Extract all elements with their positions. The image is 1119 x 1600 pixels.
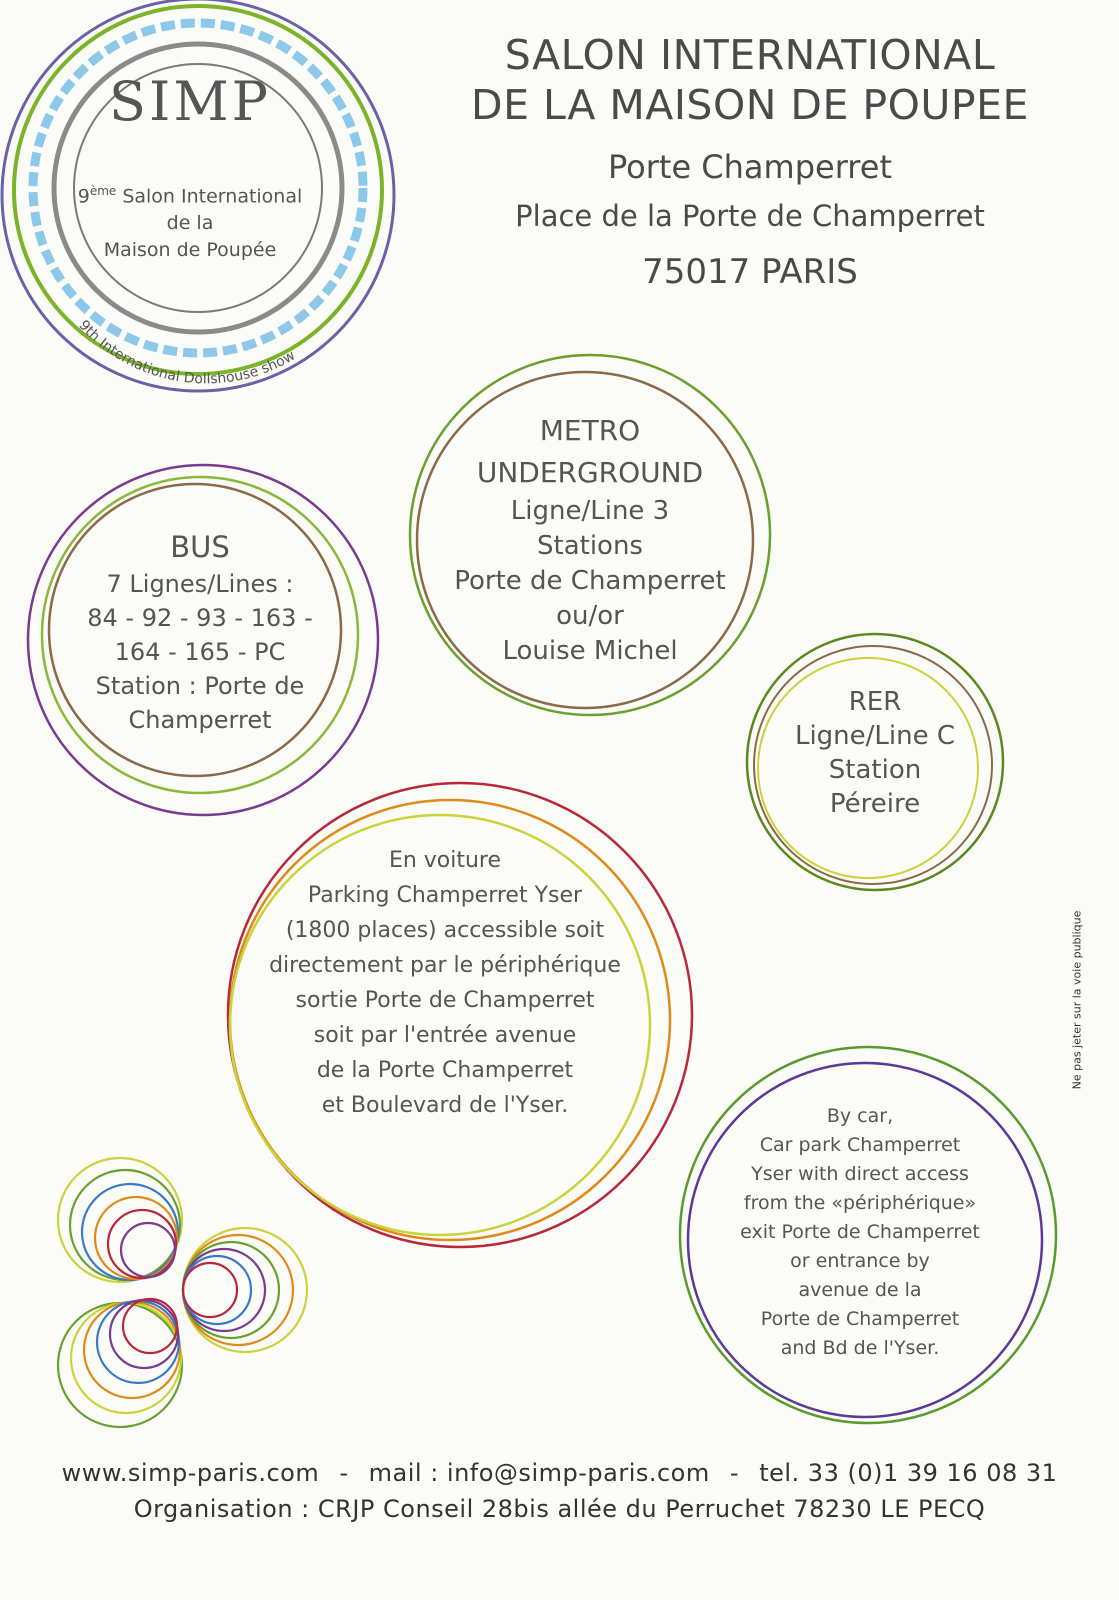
car-fr-l3: (1800 places) accessible soit xyxy=(285,918,605,943)
rer-line: Ligne/Line C xyxy=(794,721,956,751)
car-en-l7: avenue de la xyxy=(798,1279,922,1301)
bus-title: BUS xyxy=(170,530,230,564)
city: 75017 PARIS xyxy=(642,252,858,292)
flower-circles xyxy=(58,1158,307,1427)
title-line2: DE LA MAISON DE POUPEE xyxy=(471,81,1029,129)
metro-info xyxy=(420,410,760,669)
car-fr-l2: Parking Champerret Yser xyxy=(307,883,583,908)
car-fr-l1: En voiture xyxy=(388,848,502,873)
car-en-l3: Yser with direct access xyxy=(751,1163,969,1185)
car-fr-l7: de la Porte Champerret xyxy=(316,1058,574,1083)
logo-ring-text: 9th International Dollshouse show xyxy=(75,317,299,388)
place: Place de la Porte de Champerret xyxy=(515,199,985,233)
logo-sub-sup: ème xyxy=(89,184,117,198)
rer-station: Péreire xyxy=(829,789,921,819)
metro-title1: METRO xyxy=(539,414,641,447)
car-fr-l8: et Boulevard de l'Yser. xyxy=(321,1093,569,1118)
logo-sub-line2: de la xyxy=(166,212,214,235)
metro-line: Ligne/Line 3 xyxy=(510,496,670,526)
footer-sep2: - xyxy=(729,1459,740,1487)
car-fr-l4: directement par le périphérique xyxy=(269,953,621,978)
logo-sub-rest: Salon International xyxy=(116,185,303,208)
metro-stations-label: Stations xyxy=(537,531,643,561)
car-en-l1: By car, xyxy=(826,1105,894,1127)
car-en-l8: Porte de Champerret xyxy=(760,1308,960,1330)
rer-station-label: Station xyxy=(828,755,922,785)
metro-station1: Porte de Champerret xyxy=(454,566,726,596)
car-en-l9: and Bd de l'Yser. xyxy=(780,1337,940,1359)
bus-lines-label: 7 Lignes/Lines : xyxy=(106,570,294,598)
logo-sub-num: 9 xyxy=(77,185,90,208)
footer-sep1: - xyxy=(339,1459,349,1487)
metro-station2: Louise Michel xyxy=(502,636,678,666)
car-en-l5: exit Porte de Champerret xyxy=(740,1221,980,1243)
bus-station2: Champerret xyxy=(128,706,272,734)
logo-subtitle xyxy=(55,178,325,264)
header xyxy=(400,30,1100,294)
bus-lines1: 84 - 92 - 93 - 163 - xyxy=(87,604,313,632)
footer-mail[interactable]: mail : info@simp-paris.com xyxy=(368,1459,710,1487)
title-line1: SALON INTERNATIONAL xyxy=(504,31,996,79)
footer-tel: tel. 33 (0)1 39 16 08 31 xyxy=(759,1459,1058,1487)
side-note: Ne pas jeter sur la voie publique xyxy=(1070,910,1084,1090)
car-en-l2: Car park Champerret xyxy=(759,1134,961,1156)
footer-organisation: Organisation : CRJP Conseil 28bis allée du Perruchet 78230 LE PECQ xyxy=(133,1495,986,1523)
footer-website[interactable]: www.simp-paris.com xyxy=(61,1459,320,1487)
metro-title2: UNDERGROUND xyxy=(476,456,704,489)
car-en-l6: or entrance by xyxy=(790,1250,930,1272)
car-fr-info xyxy=(250,843,640,1123)
footer xyxy=(0,1455,1119,1527)
bus-station1: Station : Porte de xyxy=(95,672,305,700)
car-en-info xyxy=(700,1102,1020,1363)
logo-title: SIMP xyxy=(109,70,271,133)
logo-sub-line3: Maison de Poupée xyxy=(103,239,277,262)
rer-info xyxy=(760,685,990,821)
bus-info xyxy=(60,527,340,737)
rer-title: RER xyxy=(848,687,902,717)
car-fr-l5: sortie Porte de Champerret xyxy=(295,988,595,1013)
car-fr-l6: soit par l'entrée avenue xyxy=(313,1023,577,1048)
car-en-l4: from the «périphérique» xyxy=(743,1192,977,1214)
metro-or: ou/or xyxy=(556,601,624,631)
bus-lines2: 164 - 165 - PC xyxy=(114,638,286,666)
venue: Porte Champerret xyxy=(608,148,892,186)
